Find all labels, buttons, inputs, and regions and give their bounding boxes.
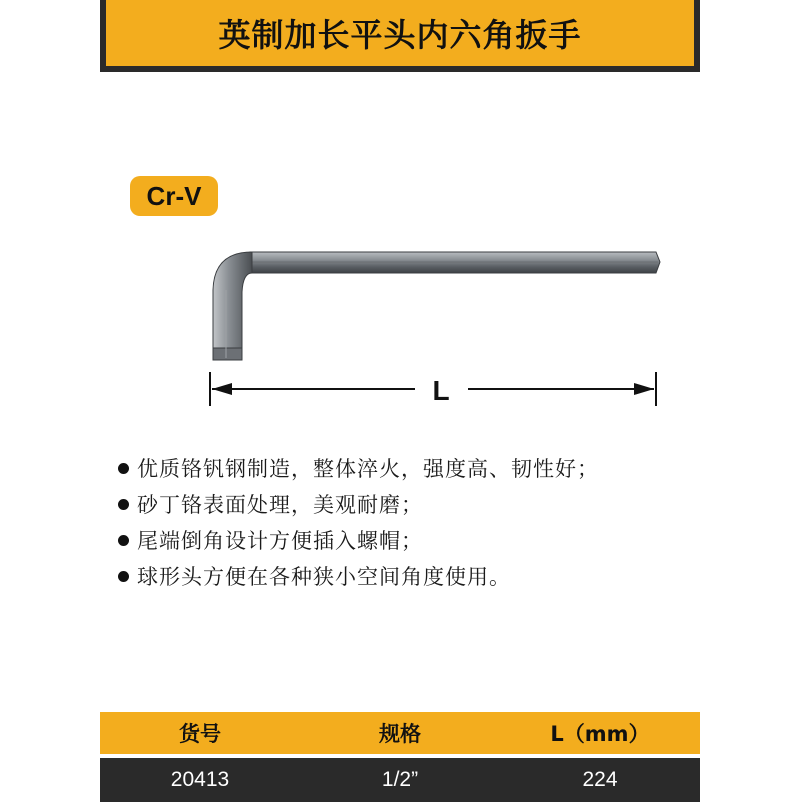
feature-text: 球形头方便在各种狭小空间角度使用。 xyxy=(137,565,511,589)
bullet-icon xyxy=(118,571,129,582)
feature-item xyxy=(118,558,599,594)
dimension-label: L xyxy=(432,375,450,406)
wrench-short-arm xyxy=(213,252,252,360)
dimension-arrow-left xyxy=(212,383,232,395)
material-badge: Cr-V xyxy=(130,176,218,216)
cell-part-number: 20413 xyxy=(100,758,300,802)
feature-list xyxy=(118,450,599,594)
feature-item xyxy=(118,522,599,558)
bullet-icon xyxy=(118,499,129,510)
column-header-length: L（mm） xyxy=(500,712,700,754)
wrench-tip xyxy=(213,348,242,360)
feature-text: 优质铬钒钢制造，整体淬火，强度高、韧性好； xyxy=(137,457,599,481)
cell-size: 1/2” xyxy=(300,758,500,802)
page-title: 英制加长平头内六角扳手 xyxy=(218,16,582,54)
column-header-part-number: 货号 xyxy=(100,712,300,754)
table-row xyxy=(100,758,700,802)
feature-item xyxy=(118,450,599,486)
feature-text: 砂丁铬表面处理，美观耐磨； xyxy=(137,493,423,517)
feature-text: 尾端倒角设计方便插入螺帽； xyxy=(137,529,423,553)
spec-table xyxy=(100,712,700,802)
feature-item xyxy=(118,486,599,522)
table-header-row xyxy=(100,712,700,754)
bullet-icon xyxy=(118,463,129,474)
bullet-icon xyxy=(118,535,129,546)
column-header-size: 规格 xyxy=(300,712,500,754)
cell-length: 224 xyxy=(500,758,700,802)
dimension-arrow-right xyxy=(634,383,654,395)
